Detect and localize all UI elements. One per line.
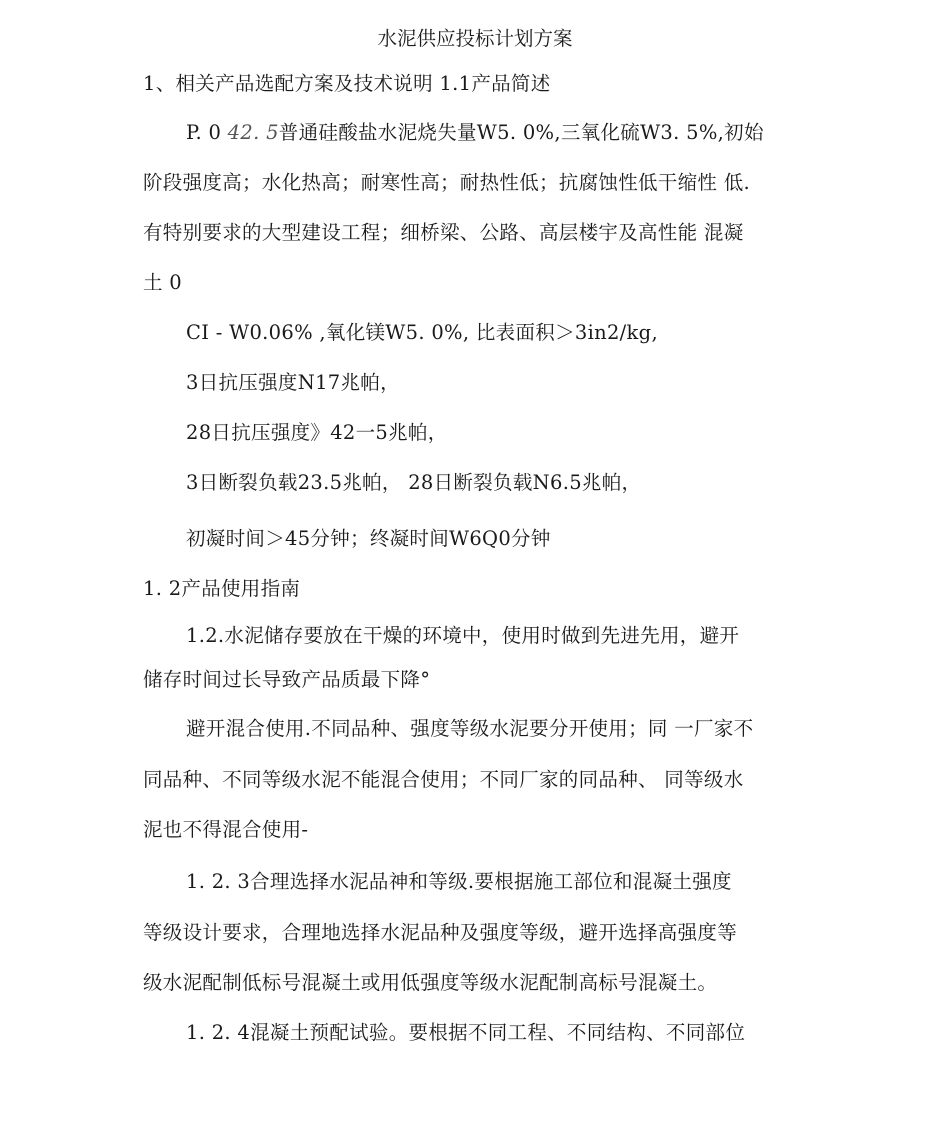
paragraph-line: 1.2.水泥储存要放在干燥的环境中，使用时做到先进先用，避开 xyxy=(186,624,740,647)
paragraph-line: 等级设计要求，合理地选择水泥品种及强度等级，避开选择高强度等 xyxy=(143,921,738,944)
paragraph-line: 泥也不得混合使用- xyxy=(143,818,309,841)
spec-line: CI - W0.06% ,氧化镁W5. 0%, 比表面积＞3in2/kg, xyxy=(186,321,658,344)
spec-line: 28日抗压强度》42一5兆帕， xyxy=(186,421,448,444)
spec-line: 3日抗压强度N17兆帕， xyxy=(186,371,400,394)
paragraph-line: 有特别要求的大型建设工程；细桥梁、公路、高层楼宇及高性能 混凝 xyxy=(143,221,744,244)
paragraph-line: 级水泥配制低标号混凝土或用低强度等级水泥配制高标号混凝土。 xyxy=(143,971,718,994)
spec-line: 3日断裂负载23.5兆帕， 28日断裂负载N6.5兆帕， xyxy=(186,471,642,494)
paragraph-line: 土 0 xyxy=(143,271,183,294)
text-run: 普通硅酸盐水泥烧失量W5. 0%,三氧化硫W3. 5%,初始 xyxy=(278,121,764,144)
document-title: 水泥供应投标计划方案 xyxy=(377,27,573,50)
paragraph-line xyxy=(186,120,764,146)
paragraph-line: 1. 2. 3合理选择水泥品神和等级.要根据施工部位和混凝土强度 xyxy=(186,870,732,893)
paragraph-line: 避开混合使用.不同品种、强度等级水泥要分开使用；同 一厂家不 xyxy=(186,717,754,740)
paragraph-line: 阶段强度高；水化热高；耐寒性高；耐热性低；抗腐蚀性低干缩性 低. xyxy=(143,171,750,194)
section-heading-1: 1、相关产品选配方案及技术说明 1.1产品简述 xyxy=(143,72,551,95)
text-run-italic: 42. 5 xyxy=(227,121,279,144)
text-run: P. 0 xyxy=(186,121,228,144)
paragraph-line: 1. 2. 4混凝土预配试验。要根据不同工程、不同结构、不同部位 xyxy=(186,1021,746,1044)
paragraph-line: 同品种、不同等级水泥不能混合使用；不同厂家的同品种、 同等级水 xyxy=(143,768,744,791)
spec-line: 初凝时间＞45分钟；终凝时间W6Q0分钟 xyxy=(186,527,551,550)
section-heading-2: 1. 2产品使用指南 xyxy=(143,577,301,600)
paragraph-line: 储存时间过长导致产品质最下降° xyxy=(143,668,431,691)
